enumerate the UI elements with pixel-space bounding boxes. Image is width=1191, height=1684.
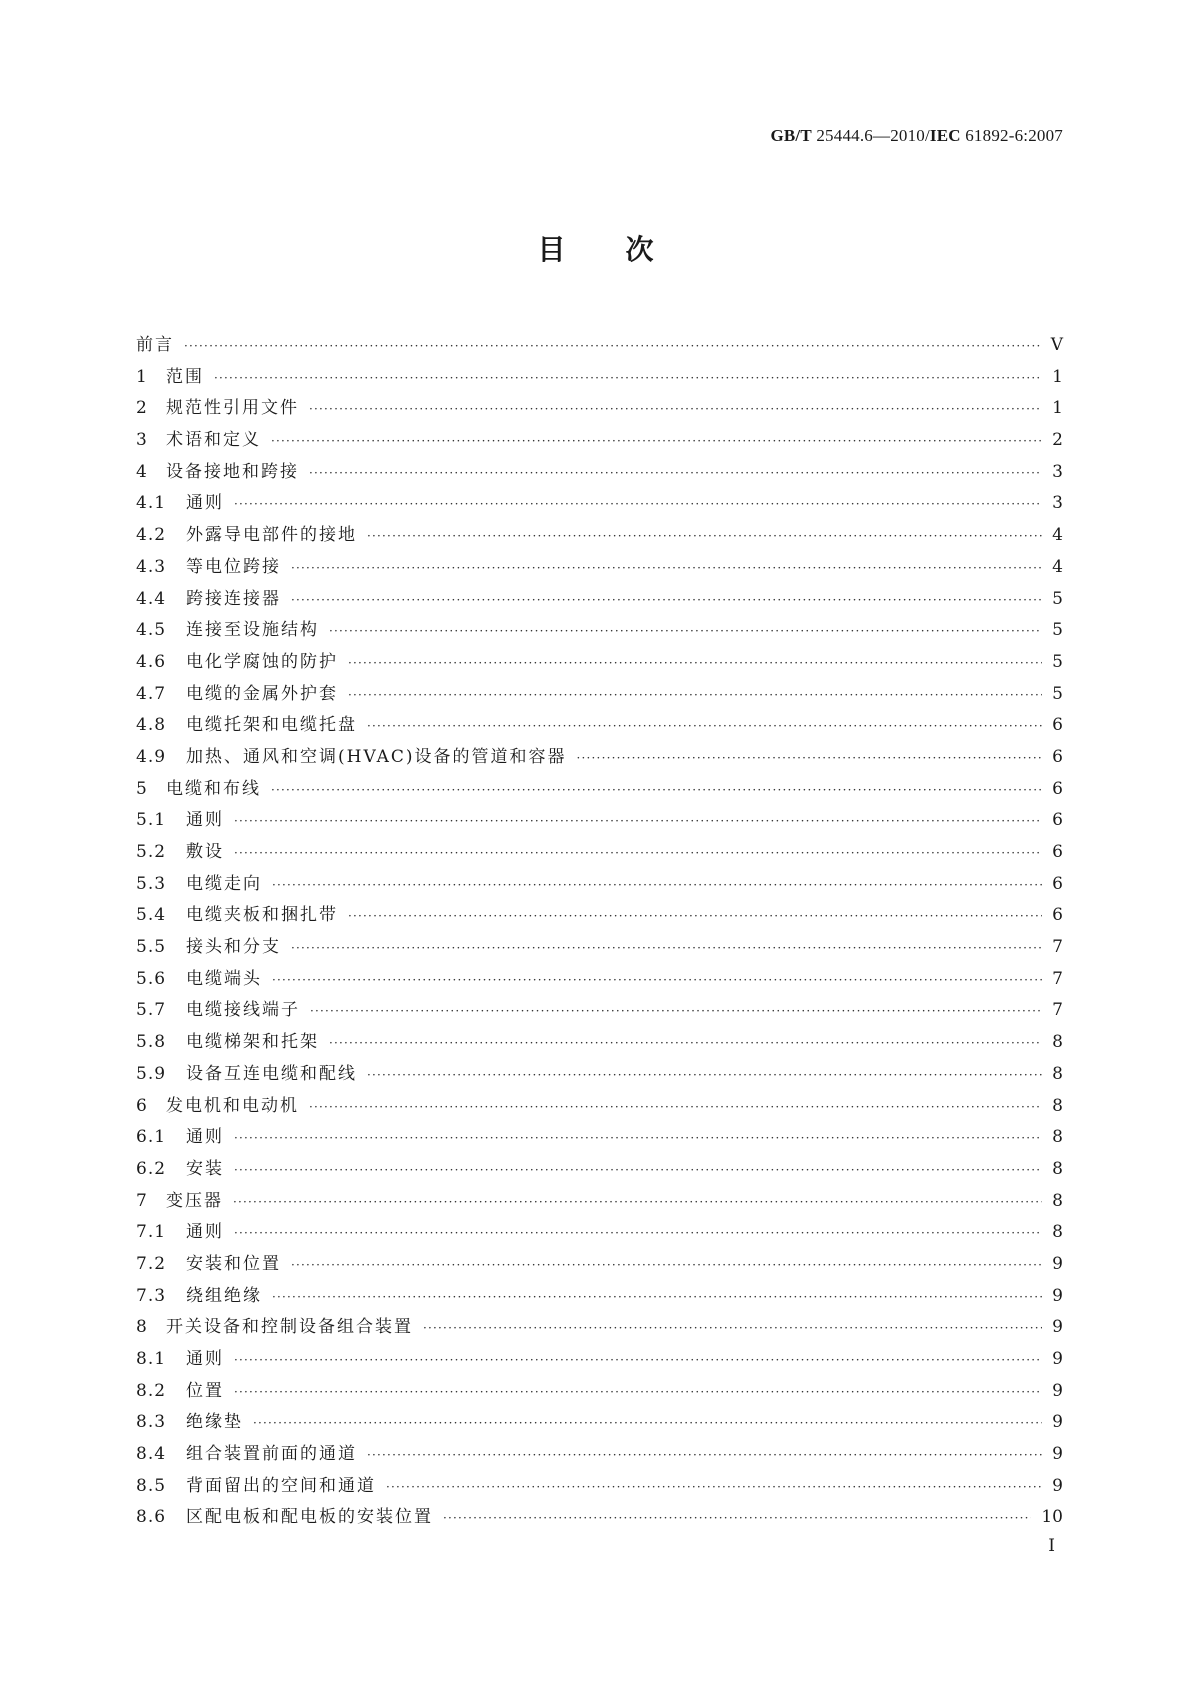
dot-leader <box>234 489 1042 521</box>
standard-code-prefix: GB/T <box>770 126 812 145</box>
toc-entry-page: 10 <box>1041 1507 1063 1528</box>
toc-entry-title: 电缆端头 <box>186 968 262 989</box>
toc-entry-number: 3 <box>136 430 148 451</box>
toc-entry[interactable] <box>136 742 1063 774</box>
toc-entry[interactable] <box>136 1407 1063 1439</box>
dot-leader <box>234 1218 1042 1250</box>
dot-leader <box>310 996 1042 1028</box>
dot-leader <box>367 1060 1042 1092</box>
toc-entry[interactable] <box>136 1281 1063 1313</box>
toc-entry-page: 9 <box>1052 1349 1063 1369</box>
toc-entry[interactable] <box>136 774 1063 806</box>
toc-entry-number: 8.3 <box>136 1412 167 1433</box>
toc-entry-title: 通则 <box>186 810 224 831</box>
toc-entry-number: 4.2 <box>136 525 167 546</box>
toc-entry-title: 开关设备和控制设备组合装置 <box>166 1317 413 1338</box>
toc-entry-number: 4.3 <box>136 556 167 577</box>
toc-entry-number: 8.1 <box>136 1349 167 1369</box>
standard-code-number: 25444.6—2010/ <box>811 126 930 145</box>
toc-entry-title: 跨接连接器 <box>186 588 281 609</box>
dot-leader <box>423 1313 1042 1345</box>
toc-entry-title: 背面留出的空间和通道 <box>186 1475 376 1496</box>
toc-entry-title: 范围 <box>166 366 204 387</box>
toc-entry-page: 8 <box>1052 1222 1063 1243</box>
toc-entry-page: 9 <box>1052 1412 1063 1433</box>
table-of-contents <box>136 330 1063 1534</box>
toc-entry[interactable] <box>136 964 1063 996</box>
toc-entry-title: 发电机和电动机 <box>166 1095 299 1116</box>
toc-entry[interactable] <box>136 932 1063 964</box>
dot-leader <box>253 1408 1042 1440</box>
toc-entry-title: 加热、通风和空调(HVAC)设备的管道和容器 <box>186 746 567 767</box>
toc-entry[interactable] <box>136 1312 1063 1344</box>
toc-entry-title: 变压器 <box>166 1190 223 1211</box>
dot-leader <box>577 743 1043 775</box>
toc-entry-page: 7 <box>1052 937 1063 958</box>
toc-entry-number: 4.5 <box>136 620 167 641</box>
toc-entry[interactable] <box>136 1217 1063 1249</box>
toc-entry-page: 5 <box>1052 651 1063 672</box>
toc-entry-page: 4 <box>1052 556 1063 577</box>
dot-leader <box>234 1155 1042 1187</box>
toc-entry-number: 8.6 <box>136 1507 167 1528</box>
dot-leader <box>443 1503 1031 1535</box>
toc-entry-number: 7.3 <box>136 1285 167 1306</box>
dot-leader <box>367 711 1042 743</box>
toc-entry-title: 绝缘垫 <box>186 1412 243 1433</box>
toc-entry-page: 6 <box>1052 715 1063 736</box>
toc-entry-title: 电缆梯架和托架 <box>186 1032 319 1053</box>
toc-entry-number: 5.7 <box>136 1000 167 1021</box>
toc-entry-number: 7.2 <box>136 1253 167 1274</box>
dot-leader <box>309 1092 1042 1124</box>
toc-entry-page: 9 <box>1052 1253 1063 1274</box>
toc-entry[interactable] <box>136 1376 1063 1408</box>
dot-leader <box>348 680 1042 712</box>
toc-entry-title: 安装 <box>186 1158 224 1179</box>
toc-entry-title: 电缆和布线 <box>166 778 261 799</box>
toc-entry-page: 9 <box>1052 1285 1063 1306</box>
dot-leader <box>348 901 1042 933</box>
toc-entry-page: 6 <box>1052 746 1063 767</box>
toc-entry[interactable] <box>136 710 1063 742</box>
toc-entry-number: 2 <box>136 398 148 419</box>
toc-entry-page: 7 <box>1052 968 1063 989</box>
dot-leader <box>309 394 1042 426</box>
toc-entry-title: 外露导电部件的接地 <box>186 525 357 546</box>
toc-entry-number: 5.6 <box>136 968 167 989</box>
toc-entry-number: 5.3 <box>136 873 167 894</box>
toc-entry-page: 1 <box>1052 398 1063 419</box>
toc-entry-title: 电缆走向 <box>186 873 262 894</box>
toc-entry-number: 4.7 <box>136 683 167 704</box>
toc-entry-title: 设备接地和跨接 <box>166 461 299 482</box>
toc-entry-page: 6 <box>1052 810 1063 831</box>
toc-entry-number: 4.1 <box>136 493 167 514</box>
toc-entry[interactable] <box>136 457 1063 489</box>
toc-entry[interactable] <box>136 330 1063 362</box>
toc-entry[interactable] <box>136 362 1063 394</box>
dot-leader <box>291 585 1042 617</box>
toc-entry-number: 8.2 <box>136 1380 167 1401</box>
toc-entry-page: 5 <box>1052 683 1063 704</box>
dot-leader <box>272 870 1042 902</box>
dot-leader <box>367 1440 1042 1472</box>
dot-leader <box>271 775 1042 807</box>
toc-entry-title: 接头和分支 <box>186 937 281 958</box>
toc-entry-title: 通则 <box>186 493 224 514</box>
toc-entry-page: V <box>1050 335 1063 355</box>
toc-entry-number: 8.5 <box>136 1475 167 1496</box>
toc-entry[interactable] <box>136 805 1063 837</box>
toc-entry-page: 6 <box>1052 905 1063 926</box>
toc-entry-page: 5 <box>1052 620 1063 641</box>
dot-leader <box>271 426 1042 458</box>
dot-leader <box>291 1250 1042 1282</box>
toc-entry-number: 4.9 <box>136 746 167 767</box>
toc-entry-page: 8 <box>1052 1063 1063 1084</box>
toc-entry-number: 4.8 <box>136 715 167 736</box>
toc-entry-number: 7.1 <box>136 1222 167 1243</box>
toc-entry[interactable] <box>136 1154 1063 1186</box>
toc-entry-number: 5 <box>136 778 148 799</box>
toc-entry-number: 6.1 <box>136 1127 167 1148</box>
dot-leader <box>291 933 1042 965</box>
dot-leader <box>234 1123 1042 1155</box>
toc-entry-title: 电化学腐蚀的防护 <box>186 651 338 672</box>
toc-entry-title: 连接至设施结构 <box>186 620 319 641</box>
toc-entry-title: 位置 <box>186 1380 224 1401</box>
toc-entry-title: 安装和位置 <box>186 1253 281 1274</box>
dot-leader <box>234 838 1042 870</box>
toc-entry[interactable] <box>136 520 1063 552</box>
toc-entry-title: 电缆的金属外护套 <box>186 683 338 704</box>
dot-leader <box>234 806 1042 838</box>
toc-entry[interactable] <box>136 1439 1063 1471</box>
toc-entry-page: 8 <box>1052 1158 1063 1179</box>
toc-entry-page: 9 <box>1052 1475 1063 1496</box>
dot-leader <box>214 363 1042 395</box>
toc-entry-title: 区配电板和配电板的安装位置 <box>186 1507 433 1528</box>
toc-entry-number: 4.4 <box>136 588 167 609</box>
toc-entry[interactable] <box>136 552 1063 584</box>
toc-entry-number: 5.9 <box>136 1063 167 1084</box>
toc-entry-number: 5.8 <box>136 1032 167 1053</box>
toc-entry-title: 电缆夹板和捆扎带 <box>186 905 338 926</box>
dot-leader <box>272 1282 1042 1314</box>
toc-entry[interactable] <box>136 615 1063 647</box>
toc-entry-title: 敷设 <box>186 842 224 862</box>
iec-prefix: IEC <box>929 126 961 145</box>
toc-entry-number: 5.1 <box>136 810 167 831</box>
dot-leader <box>291 553 1042 585</box>
toc-entry-page: 6 <box>1052 842 1063 862</box>
toc-entry[interactable] <box>136 900 1063 932</box>
toc-entry[interactable] <box>136 425 1063 457</box>
toc-entry-number: 6.2 <box>136 1158 167 1179</box>
toc-entry-number: 4.6 <box>136 651 167 672</box>
toc-entry-page: 2 <box>1052 430 1063 451</box>
page-title: 目次 <box>537 233 714 266</box>
toc-entry-title: 通则 <box>186 1222 224 1243</box>
toc-entry-number: 5.2 <box>136 842 167 862</box>
toc-entry-title: 规范性引用文件 <box>166 398 299 419</box>
toc-entry-page: 9 <box>1052 1380 1063 1401</box>
dot-leader <box>309 458 1042 490</box>
toc-entry-title: 通则 <box>186 1127 224 1148</box>
toc-entry[interactable] <box>136 837 1063 869</box>
dot-leader <box>348 648 1042 680</box>
toc-entry-page: 6 <box>1052 873 1063 894</box>
dot-leader <box>329 616 1042 648</box>
dot-leader <box>329 1028 1042 1060</box>
toc-entry-page: 7 <box>1052 1000 1063 1021</box>
toc-entry-title: 等电位跨接 <box>186 556 281 577</box>
page-number: I <box>1048 1536 1055 1556</box>
toc-entry-title: 通则 <box>186 1349 224 1369</box>
toc-entry-number: 1 <box>136 366 148 387</box>
toc-entry[interactable] <box>136 995 1063 1027</box>
toc-entry-title: 术语和定义 <box>166 430 261 451</box>
toc-entry-title: 组合装置前面的通道 <box>186 1444 357 1465</box>
iec-number: 61892-6:2007 <box>960 126 1063 145</box>
toc-entry[interactable] <box>136 393 1063 425</box>
toc-entry-page: 8 <box>1052 1095 1063 1116</box>
toc-entry-title: 设备互连电缆和配线 <box>186 1063 357 1084</box>
toc-entry-number: 7 <box>136 1190 148 1211</box>
toc-entry[interactable] <box>136 869 1063 901</box>
toc-entry-page: 1 <box>1052 366 1063 387</box>
toc-entry[interactable] <box>136 679 1063 711</box>
toc-entry-page: 8 <box>1052 1190 1063 1211</box>
standard-code <box>770 126 1063 146</box>
toc-entry[interactable] <box>136 1059 1063 1091</box>
toc-entry[interactable] <box>136 1249 1063 1281</box>
toc-entry-page: 5 <box>1052 588 1063 609</box>
toc-entry[interactable] <box>136 1471 1063 1503</box>
toc-entry-number: 4 <box>136 461 148 482</box>
toc-entry-number: 5.4 <box>136 905 167 926</box>
toc-entry[interactable] <box>136 488 1063 520</box>
toc-entry-page: 3 <box>1052 493 1063 514</box>
toc-entry[interactable] <box>136 1027 1063 1059</box>
dot-leader <box>234 1345 1042 1377</box>
toc-entry[interactable] <box>136 584 1063 616</box>
toc-entry-page: 3 <box>1052 461 1063 482</box>
toc-entry-title: 绕组绝缘 <box>186 1285 262 1306</box>
toc-entry[interactable] <box>136 1502 1063 1534</box>
toc-entry-page: 6 <box>1052 778 1063 799</box>
toc-entry-page: 8 <box>1052 1127 1063 1148</box>
dot-leader <box>367 521 1042 553</box>
dot-leader <box>234 1377 1042 1409</box>
dot-leader <box>272 965 1042 997</box>
toc-entry-page: 9 <box>1052 1317 1063 1338</box>
toc-entry-number: 5.5 <box>136 937 167 958</box>
toc-entry-title: 电缆接线端子 <box>186 1000 300 1021</box>
toc-entry-page: 4 <box>1052 525 1063 546</box>
toc-entry-number: 8 <box>136 1317 148 1338</box>
toc-entry[interactable] <box>136 1122 1063 1154</box>
toc-entry-page: 8 <box>1052 1032 1063 1053</box>
dot-leader <box>233 1187 1042 1219</box>
toc-entry[interactable] <box>136 1344 1063 1376</box>
toc-entry-page: 9 <box>1052 1444 1063 1465</box>
toc-entry-title: 电缆托架和电缆托盘 <box>186 715 357 736</box>
toc-entry[interactable] <box>136 1186 1063 1218</box>
toc-entry[interactable] <box>136 647 1063 679</box>
dot-leader <box>386 1472 1042 1504</box>
toc-entry-title: 前言 <box>136 335 174 355</box>
toc-entry-number: 8.4 <box>136 1444 167 1465</box>
toc-entry-number: 6 <box>136 1095 148 1116</box>
dot-leader <box>184 331 1041 363</box>
toc-entry[interactable] <box>136 1091 1063 1123</box>
